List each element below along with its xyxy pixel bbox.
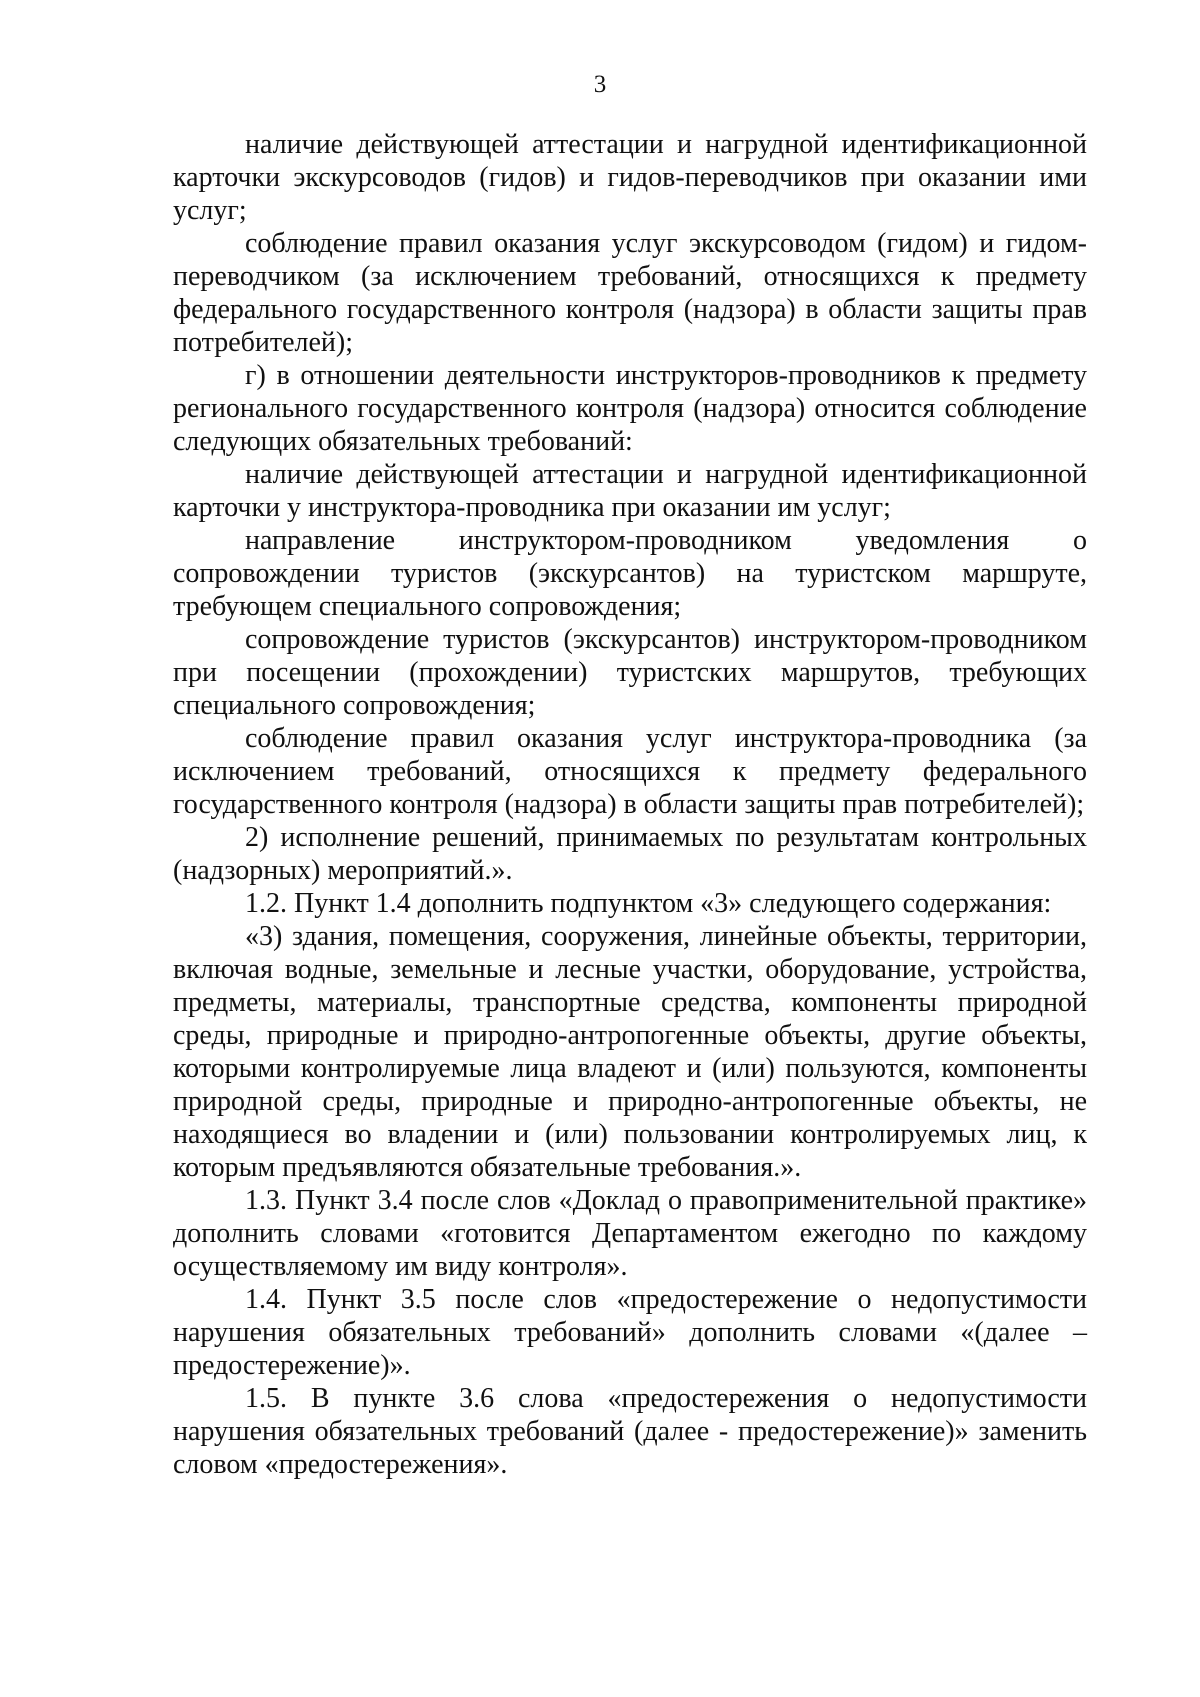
paragraph-amendment-1-2: 1.2. Пункт 1.4 дополнить подпунктом «3» следующего содержания: bbox=[245, 888, 1052, 919]
paragraph-instructor-subject: г) в отношении деятельности инструкторов-проводников к предмету регионального государственного контроля (надзора) относится соблюдение следующих обязательных требований: bbox=[173, 360, 1087, 457]
paragraph-objects-list: «3) здания, помещения, сооружения, линейные объекты, территории, включая водные, земельные и лесные участки, оборудование, устройства, предметы, материалы, транспортные средства, компоненты природной среды, природные и природно-антропогенные объекты, другие объекты, которыми контролируемые лица владеют и (или) пользуются, компоненты природной среды, природные и природно-антропогенные объекты, не находящиеся во владении и (или) пользовании контролируемых лиц, к которым предъявляются обязательные требования.». bbox=[173, 921, 1087, 1183]
paragraph-amendment-1-4: 1.4. Пункт 3.5 после слов «предостережение о недопустимости нарушения обязательных требований» дополнить словами «(далее – предостережение)». bbox=[173, 1284, 1087, 1381]
document-body bbox=[173, 128, 1087, 1481]
paragraph-instructor-attestation: наличие действующей аттестации и нагрудной идентификационной карточки у инструктора-проводника при оказании им услуг; bbox=[173, 459, 1087, 523]
paragraph-guide-rules: соблюдение правил оказания услуг экскурсоводом (гидом) и гидом-переводчиком (за исключением требований, относящихся к предмету федерального государственного контроля (надзора) в области защиты прав потребителей); bbox=[173, 228, 1087, 358]
paragraph-instructor-notification: направление инструктором-проводником уведомления о сопровождении туристов (экскурсантов) на туристском маршруте, требующем специального сопровождения; bbox=[173, 525, 1087, 622]
paragraph-instructor-rules: соблюдение правил оказания услуг инструктора-проводника (за исключением требований, относящихся к предмету федерального государственного контроля (надзора) в области защиты прав потребителей); bbox=[173, 723, 1087, 820]
page-number: 3 bbox=[593, 71, 607, 98]
paragraph-amendment-1-5: 1.5. В пункте 3.6 слова «предостережения о недопустимости нарушения обязательных требований (далее - предостережение)» заменить словом «предостережения». bbox=[173, 1383, 1087, 1480]
paragraph-tourist-escort: сопровождение туристов (экскурсантов) инструктором-проводником при посещении (прохождении) туристских маршрутов, требующих специального сопровождения; bbox=[173, 624, 1087, 721]
paragraph-guide-attestation: наличие действующей аттестации и нагрудной идентификационной карточки экскурсоводов (гидов) и гидов-переводчиков при оказании ими услуг; bbox=[173, 129, 1087, 226]
paragraph-decisions-execution: 2) исполнение решений, принимаемых по результатам контрольных (надзорных) мероприятий.». bbox=[173, 822, 1087, 886]
paragraph-amendment-1-3: 1.3. Пункт 3.4 после слов «Доклад о правоприменительной практике» дополнить словами «готовится Департаментом ежегодно по каждому осуществляемому им виду контроля». bbox=[173, 1185, 1087, 1282]
